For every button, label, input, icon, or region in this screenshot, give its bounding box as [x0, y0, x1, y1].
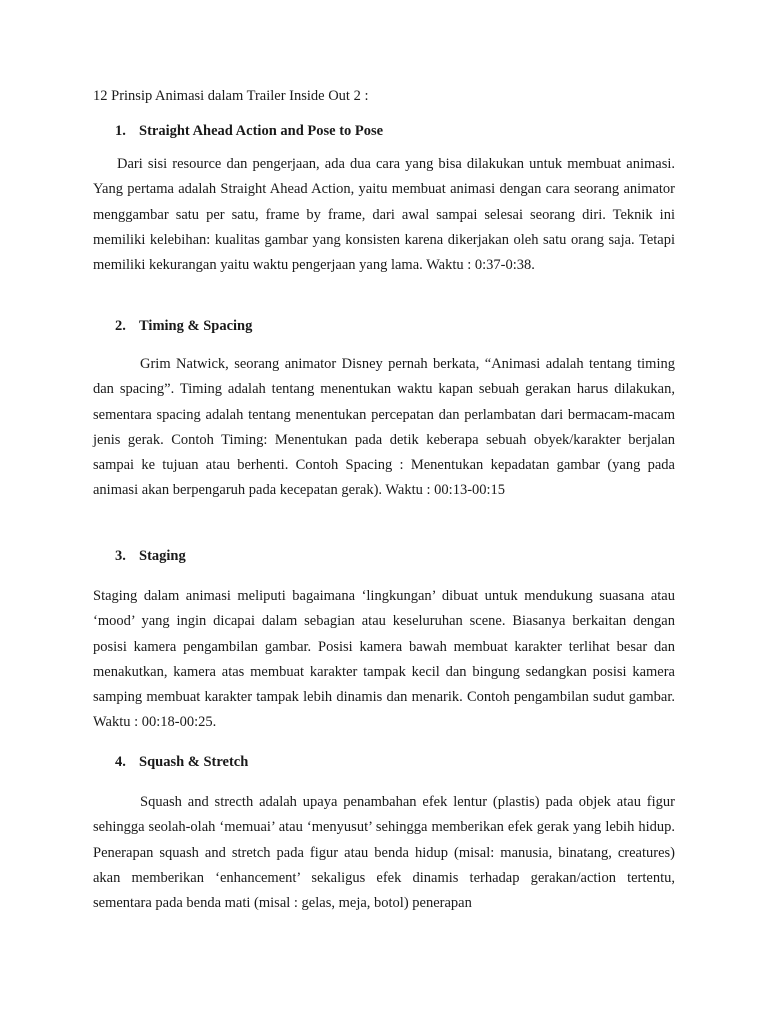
section-heading-1 [115, 121, 383, 141]
section-number-3: 3. [115, 548, 126, 564]
section-number-1: 1. [115, 123, 126, 139]
section-number-4: 4. [115, 754, 126, 770]
section-title-3: Staging [139, 548, 186, 564]
section-number-2: 2. [115, 318, 126, 334]
section-heading-2 [115, 316, 252, 336]
section-heading-3 [115, 546, 186, 566]
section-paragraph-3: Staging dalam animasi meliputi bagaimana ‘lingkungan’ dibuat untuk mendukung suasana atau ‘mood’ yang ingin dicapai dalam sebagian atau keseluruhan scene. Biasanya berkaitan dengan posisi kamera pengambilan gambar. Posisi kamera bawah membuat karakter terlihat besar dan menakutkan, kamera atas membuat karakter tampak kecil dan bingung sedangkan posisi kamera samping membuat karakter tampak lebih dinamis dan menarik. Contoh pengambilan sudut gambar. Waktu : 00:18-00:25. [93, 588, 675, 731]
section-title-4: Squash & Stretch [139, 754, 249, 770]
section-paragraph-2: Grim Natwick, seorang animator Disney pernah berkata, “Animasi adalah tentang timing dan spacing”. Timing adalah tentang menentukan waktu kapan sebuah gerakan harus dilakukan, sementara spacing adalah tentang menentukan percepatan dan perlambatan dari bermacam-macam jenis gerak. Contoh Timing: Menentukan pada detik keberapa sebuah obyek/karakter berjalan sampai ke tujuan atau berhenti. Contoh Spacing : Menentukan kepadatan gambar (yang pada animasi akan berpengaruh pada kecepatan gerak). Waktu : 00:13-00:15 [93, 356, 675, 499]
section-title-1: Straight Ahead Action and Pose to Pose [139, 123, 384, 139]
section-title-2: Timing & Spacing [139, 318, 253, 334]
section-paragraph-1: Dari sisi resource dan pengerjaan, ada dua cara yang bisa dilakukan untuk membuat animasi. Yang pertama adalah Straight Ahead Action, yaitu membuat animasi dengan cara seorang animator menggambar satu per satu, frame by frame, dari awal sampai selesai seorang diri. Teknik ini memiliki kelebihan: kualitas gambar yang konsisten karena dikerjakan oleh satu orang saja. Tetapi memiliki kekurangan yaitu waktu pengerjaan yang lama. Waktu : 0:37-0:38. [93, 156, 675, 274]
section-paragraph-4: Squash and strecth adalah upaya penambahan efek lentur (plastis) pada objek atau figur sehingga seolah-olah ‘memuai’ atau ‘menyusut’ sehingga memberikan efek gerak yang lebih hidup. Penerapan squash and stretch pada figur atau benda hidup (misal: manusia, binatang, creatures) akan memberikan ‘enhancement’ sekaligus efek dinamis terhadap gerakan/action tertentu, sementara pada benda mati (misal : gelas, meja, botol) penerapan [93, 794, 675, 912]
section-heading-4 [115, 752, 248, 772]
document-title: 12 Prinsip Animasi dalam Trailer Inside Out 2 : [93, 88, 369, 104]
